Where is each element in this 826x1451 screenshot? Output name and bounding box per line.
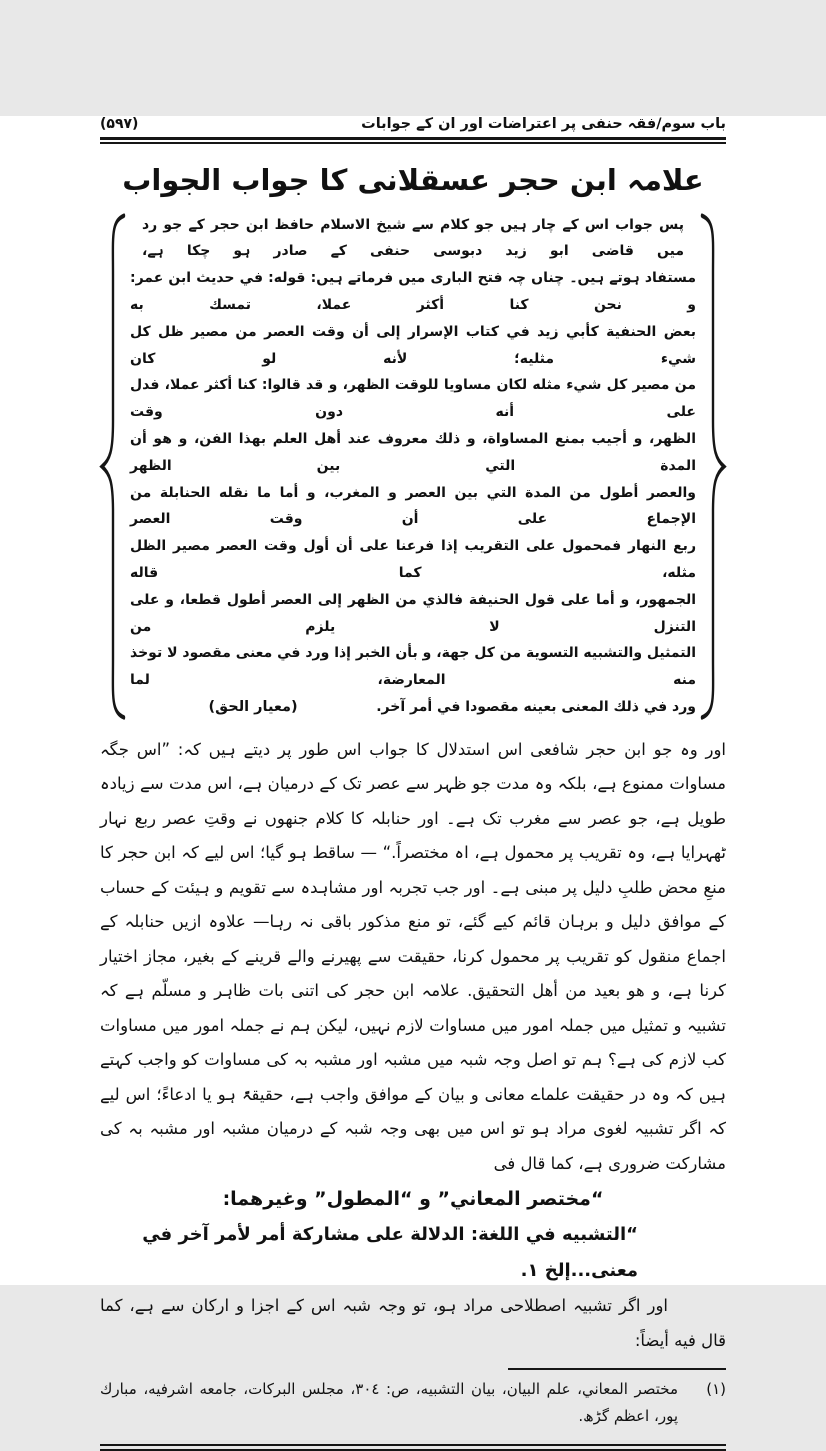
footnote-text: مختصر المعاني، علم البيان، بيان التشبيه، ص: ٣٠٤، مجلس البركات، جامعه اشرفيه، مبارك پور، اعظم گڑھ.: [100, 1380, 678, 1426]
body-paragraph: اور وہ جو ابن حجر شافعی اس استدلال کا جواب اس طور پر دیتے ہیں کہ: ”اس جگہ مساوات ممنوع ہے، بلکہ وہ مدت جو ظہر سے عصر تک کے درمیان ہے، اس مدت سے زیادہ طویل ہے، جو عصر سے مغرب تک ہے۔ اور حنابلہ کا کلام جنھوں نے وقتِ عصر ربع نہار ٹھہرایا ہے، وہ تقریب پر محمول ہے، اہ مختصراً.“ — ساقط ہو گیا؛ اس لیے کہ ابن حجر کا منعِ محض طلبِ دلیل پر مبنی ہے۔ اور جب تجربہ اور مشاہدہ سے تقویم و ہیئت کے حساب کے موافق دلیل و برہان قائم کیے گئے، تو منع مذکور باقی نہ رہا— علاوہ ازیں حنابلہ کے اجماع منقول کو تقریب پر محمول کرنا، حقیقت سے پھیرنے والے قرینے کے بغیر، مجاز اختیار کرنا ہے، و ھو بعید من أھل التحقیق. علامہ ابن حجر کی اتنی بات ظاہر و مسلّم ہے کہ تشبیہ و تمثیل میں جملہ امور میں مساوات لازم نہیں، لیکن ہم نے جملہ امور میں مساوات کب لازم کی ہے؟ ہم تو اصل وجہ شبہ میں مشبہ اور مشبہ بہ کی مساوات کو واجب کہتے ہیں کہ وہ در حقیقت علماے معانی و بیان کے موافق واجب ہے، حقیقۃً ہو یا ادعاءً؛ اس لیے کہ اگر تشبیہ لغوی مراد ہو تو اس میں بھی وجہ شبہ کے درمیان مشبہ اور مشبہ بہ کی مشارکت ضروری ہے، کما قال فی: [100, 739, 726, 1173]
footnote: [100, 1376, 726, 1430]
arabic-book-references: “مختصر المعاني” و “المطول” وغيرهما:: [222, 1188, 604, 1211]
quote-line: ربع النهار فمحمول على التقريب إذا فرعنا على أن أول وقت العصر مصير الظل مثله، كما قاله: [130, 538, 696, 582]
header-rule: [100, 137, 726, 144]
footnote-number: (۱): [706, 1380, 726, 1399]
body-paragraph: اور اگر تشبیہ اصطلاحی مراد ہو، تو وجہ شبہ اس کے اجزا و ارکان سے ہے، کما قال فيه أيضاً:: [100, 1296, 726, 1350]
braced-quote-block: [100, 210, 726, 723]
footnote-separator: [508, 1368, 726, 1370]
left-brace-icon: [100, 210, 126, 723]
quote-line: بعض الحنفية كأبي زيد في كتاب الإسرار إلى أن وقت العصر من مصير ظل كل شيء مثليه؛ لأنه لو كان: [130, 323, 696, 367]
quote-line: من مصير كل شيء مثله لكان مساويا للوقت الظهر، و قد قالوا: كنا أكثر عملا، فدل على أنه دون وقت: [130, 377, 696, 421]
right-brace-icon: [700, 210, 726, 723]
page-number: (۵۹۷): [100, 116, 139, 132]
section-title: علامہ ابن حجر عسقلانی کا جواب الجواب: [122, 163, 704, 197]
quote-line: والعصر أطول من المدة التي بين العصر و المغرب، و أما ما نقله الحنابلة من الإجماع على أن وقت العصر: [130, 484, 696, 528]
chapter-title: باب سوم/فقہ حنفی پر اعتراضات اور ان کے جوابات: [361, 116, 726, 132]
arabic-quotation: “التشبيه في اللغة: الدلالة على مشاركة أمر لأمر آخر في معنى...إلخ ١.: [142, 1224, 638, 1282]
quote-line-text: ورد في ذلك المعنى بعينه مقصودا في أمر آخر.: [376, 699, 696, 716]
quote-block-text: [126, 210, 700, 723]
book-page: [0, 116, 826, 1426]
quote-line: مستفاد ہوتے ہیں۔ چناں چہ فتح الباری میں فرماتے ہیں: قوله: في حديث ابن عمر: و نحن كنا أكثر عملا، تمسك به: [130, 270, 696, 314]
quote-last-line: [130, 694, 696, 721]
running-header: [100, 116, 726, 132]
quote-line: پس جواب اس کے چار ہیں جو کلام سے شیخ الاسلام حافظ ابن حجر کے جو رد میں قاضی ابو زید دبوسی حنفی کے صادر ہو چکا ہے،: [142, 216, 684, 260]
quote-line: التمثيل والتشبيه التسوية من كل جهة، و بأن الخبر إذا ورد في معنى مقصود لا توخذ منه المعارضة، لما: [130, 645, 696, 689]
footer-rule: [100, 1444, 726, 1451]
quote-line: الظهر، و أجيب بمنع المساواة، و ذلك معروف عند أهل العلم بهذا الفن، و هو أن المدة التي بين الظهر: [130, 431, 696, 474]
quote-attribution: (معیار الحق): [208, 699, 298, 716]
quote-line: الجمهور، و أما على قول الحنيفة فالذي من الظهر إلى العصر أطول قطعا، و على التنزل لا يلزم من: [130, 591, 696, 635]
